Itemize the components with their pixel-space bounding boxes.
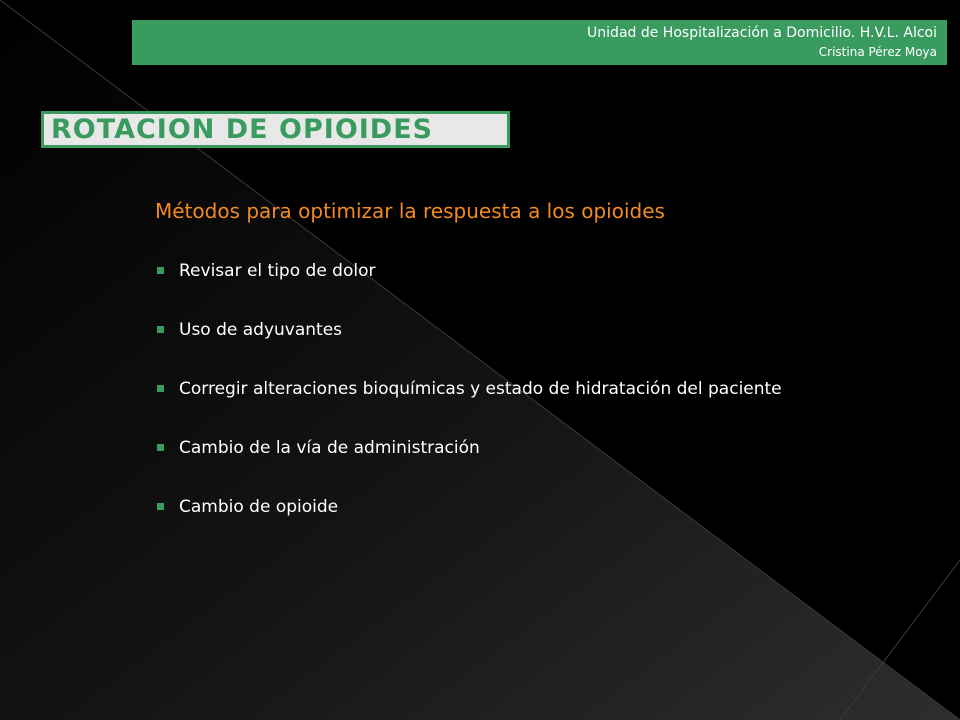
header-title: Unidad de Hospitalización a Domicilio. H.V.L. Alcoi: [587, 25, 937, 41]
list-item: [155, 374, 891, 404]
list-item: [155, 315, 891, 345]
square-bullet-icon: [157, 385, 164, 392]
list-item-text: Uso de adyuvantes: [179, 320, 343, 340]
header-banner: [132, 20, 947, 65]
square-bullet-icon: [157, 267, 164, 274]
square-bullet-icon: [157, 444, 164, 451]
list-item-text: Corregir alteraciones bioquímicas y estado de hidratación del paciente: [179, 379, 782, 399]
slide-title: ROTACION DE OPIOIDES: [51, 114, 434, 145]
slide-title-box: [41, 111, 510, 148]
square-bullet-icon: [157, 503, 164, 510]
list-item-text: Cambio de opioide: [179, 497, 339, 517]
list-item-text: Revisar el tipo de dolor: [179, 261, 376, 281]
list-item: [155, 492, 891, 522]
slide-subtitle: Métodos para optimizar la respuesta a los opioides: [155, 199, 665, 223]
square-bullet-icon: [157, 326, 164, 333]
bullet-list: [155, 256, 891, 551]
list-item: [155, 433, 891, 463]
list-item: [155, 256, 891, 286]
header-author: Cristina Pérez Moya: [818, 45, 937, 59]
list-item-text: Cambio de la vía de administración: [179, 438, 480, 458]
